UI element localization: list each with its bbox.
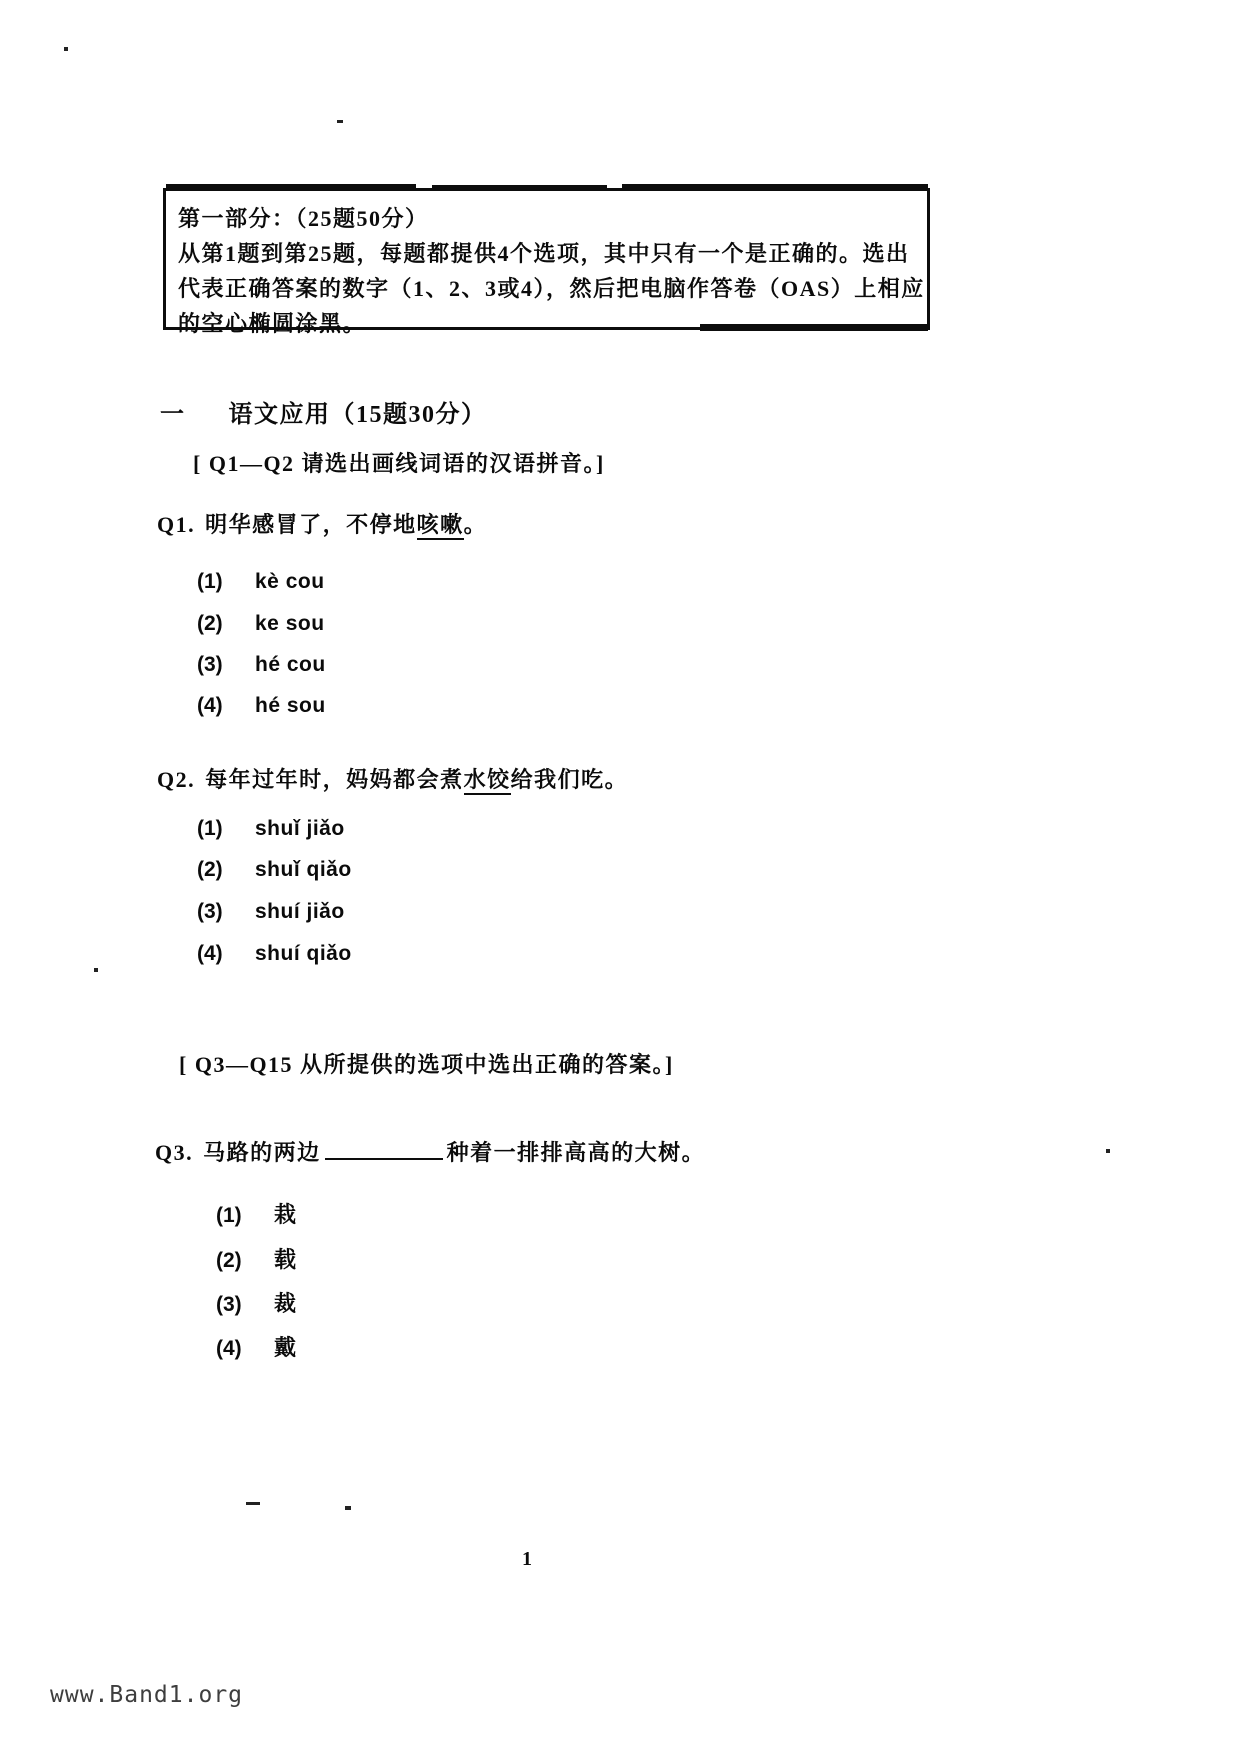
stem-text: 马路的两边 <box>203 1140 321 1165</box>
option-text: 戴 <box>274 1335 298 1360</box>
question-q1-stem <box>157 508 487 539</box>
option-text: shuǐ jiǎo <box>255 817 345 840</box>
option-text: hé cou <box>255 653 326 676</box>
question-q3-stem <box>155 1136 705 1167</box>
option-text: kè cou <box>255 570 325 593</box>
option-number: (1) <box>197 570 223 593</box>
section-number: 一 <box>160 402 186 428</box>
stem-text: 种着一排排高高的大树。 <box>446 1140 706 1165</box>
scan-border-artifact <box>622 184 928 190</box>
q3-option-row <box>216 1243 298 1274</box>
instruction-box <box>163 188 930 336</box>
q2-option-row <box>197 816 345 841</box>
q3-option-row <box>216 1287 298 1318</box>
stem-text: 每年过年时，妈妈都会煮 <box>205 767 464 792</box>
option-number: (2) <box>216 1249 242 1272</box>
question-label: Q2. <box>157 767 196 792</box>
q1-option-row <box>197 611 325 636</box>
option-text: hé sou <box>255 694 326 717</box>
question-label: Q1. <box>157 512 196 537</box>
scan-border-artifact <box>166 184 416 189</box>
scan-speck <box>1106 1149 1110 1153</box>
option-number: (2) <box>197 612 223 635</box>
scan-speck <box>345 1506 351 1510</box>
instruction-line: 从第1题到第25题，每题都提供4个选项，其中只有一个是正确的。选出 <box>178 241 910 266</box>
q1-option-row <box>197 652 326 677</box>
watermark: www.Band1.org <box>50 1682 244 1708</box>
option-text: 裁 <box>274 1291 298 1316</box>
option-text: 栽 <box>274 1202 298 1227</box>
scan-border-artifact <box>700 324 928 331</box>
section-heading <box>160 394 487 429</box>
scan-border-artifact <box>432 185 607 189</box>
option-number: (1) <box>216 1204 242 1227</box>
option-number: (3) <box>216 1293 242 1316</box>
option-text: shuí qiǎo <box>255 942 352 965</box>
q1-option-row <box>197 693 326 718</box>
scan-speck <box>64 47 68 51</box>
scan-speck <box>337 120 343 123</box>
underlined-word: 咳嗽 <box>417 512 464 540</box>
option-number: (4) <box>216 1337 242 1360</box>
option-text: 载 <box>274 1247 298 1272</box>
option-text: shuǐ qiǎo <box>255 858 352 881</box>
option-number: (3) <box>197 653 223 676</box>
option-number: (4) <box>197 942 223 965</box>
stem-text: 明华感冒了，不停地 <box>205 512 417 537</box>
instruction-line: 代表正确答案的数字（1、2、3或4），然后把电脑作答卷（OAS）上相应 <box>178 276 925 301</box>
page-number: 1 <box>522 1548 532 1570</box>
q1-option-row <box>197 569 325 594</box>
group-instruction-q1-q2: [ Q1—Q2 请选出画线词语的汉语拼音。] <box>193 451 605 476</box>
q3-option-row <box>216 1198 298 1229</box>
option-text: shuí jiǎo <box>255 900 345 923</box>
instruction-line: 第一部分：（25题50分） <box>178 206 429 231</box>
option-text: ke sou <box>255 612 325 635</box>
option-number: (4) <box>197 694 223 717</box>
q3-option-row <box>216 1331 298 1362</box>
question-label: Q3. <box>155 1140 194 1165</box>
fill-in-blank <box>325 1138 443 1160</box>
scan-speck <box>246 1502 260 1505</box>
group-instruction-q3-q15: [ Q3—Q15 从所提供的选项中选出正确的答案。] <box>179 1052 674 1077</box>
scan-speck <box>94 968 98 972</box>
stem-text: 给我们吃。 <box>510 767 629 792</box>
q2-option-row <box>197 941 352 966</box>
question-q2-stem <box>157 763 628 794</box>
stem-text: 。 <box>463 512 488 537</box>
instruction-line: 的空心椭圆涂黑。 <box>178 311 367 336</box>
q2-option-row <box>197 899 345 924</box>
underlined-word: 水饺 <box>464 767 511 795</box>
q2-option-row <box>197 857 352 882</box>
section-title: 语文应用（15题30分） <box>228 402 487 428</box>
option-number: (1) <box>197 817 223 840</box>
option-number: (2) <box>197 858 223 881</box>
option-number: (3) <box>197 900 223 923</box>
